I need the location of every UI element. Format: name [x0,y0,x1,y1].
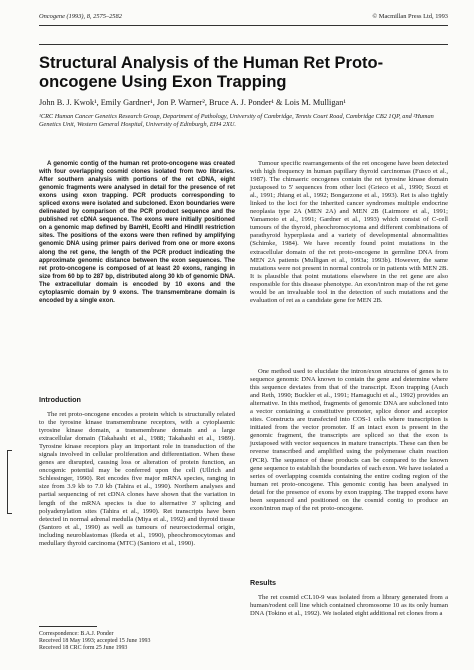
author-affiliations: ¹CRC Human Cancer Genetics Research Group, Department of Pathology, University of Cambridge, Tennis Court Road, Cambridge CB2 1QP, and ²Human Genetics Unit, Western General Hospital, University of Edinburgh, EH4 2XU. [39,113,434,128]
footnote-rule [39,626,97,627]
title-rule [39,44,448,45]
abstract: A genomic contig of the human ret proto-oncogene was created with four overlapping cosmid clones isolated from two libraries. After southern analysis with portions of the ret cDNA, eight genomic fragments were analysed in detail for the presence of ret exons using exon trapping. PCR products corresponding to spliced exons were isolated and subcloned. Exon boundaries were delineated by comparison of the PCR product sequence and the published ret cDNA sequence. The exons were initially positioned on a genomic map defined by BamHI, EcoRI and HindIII restriction sites. The positions of the exons were then refined by amplifying genomic DNA using primer pairs derived from one or more exons along the ret gene, the length of the PCR product indicating the approximate genomic distance between the exon sequences. The ret proto-oncogene is composed of at least 20 exons, ranging in size from 60 bp to 287 bp, distributed along 30 kb of genomic DNA. The extracellular domain is encoded by 10 exons and the cytoplasmic domain by 9 exons. The transmembrane domain is encoded by a single exon. [39,160,235,304]
introduction-heading: Introduction [39,395,81,404]
results-heading: Results [250,578,276,587]
correspondence-note: Correspondence: B.A.J. Ponder [39,631,114,637]
publisher-notice: © Macmillan Press Ltd, 1993 [372,13,448,20]
introduction-paragraph-1: The ret proto-oncogene encodes a protein which is structurally related to the tyrosine kinase transmembrane receptors, with a cytoplasmic tyrosine kinase domain, a transmembrane domain and a large extracellular domain (Takahashi et al., 1988; Takahashi et al., 1989). Tyrosine kinase receptors play an important role in transduction of the signals involved in cellular proliferation and differentiation. When these genes are disrupted, causing loss or alteration of protein function, an oncogenic potential may be conferred upon the cell (Ullrich and Schlessinger, 1990). Ret encodes five major mRNA species, ranging in size from 3.9 kb to 7.0 kb (Tahira et al., 1990). Northern analyses and partial sequencing of ret cDNA clones have shown that the variation in length of the mRNA species is due to alternative 3' splicing and polyadenylation sites (Tahira et al., 1990). Ret transcripts have been detected in normal adrenal medulla (Miya et al., 1992) and thyroid tissue (Santoro et al., 1990) as well as tumours of neuroectodermal origin, including neuroblastomas (Ikeda et al., 1990), pheochromocytomas and medullary thyroid carcinoma (MTC) (Santoro et al., 1990). [39,411,235,547]
author-list: John B. J. Kwok¹, Emily Gardner¹, Jon P. Warner², Bruce A. J. Ponder¹ & Lois M. Mulligan¹ [39,98,346,107]
results-paragraph: The ret cosmid cCL10-9 was isolated from a library generated from a human/rodent cell line which contained chromosome 10 as its only human DNA (Tokino et al., 1992). We isolated eight additional ret clones from a [250,594,448,618]
revised-date: Received 18 CRC form 25 June 1993 [39,645,128,652]
header-rule [39,25,448,26]
introduction-paragraph-2: Tumour specific rearrangements of the ret oncogene have been detected with high frequency in human papillary thyroid carcinomas (Fusco et al., 1987). The chimaeric oncogenes contain the ret tyrosine kinase domain juxtaposed to 5' sequences from other loci (Grieco et al., 1990; Sozzi et al., 1991; Jhiang et al., 1992; Bongarzone et al., 1993). Ret is also tightly linked to the loci for the inherited cancer syndromes multiple endocrine neoplasia type 2A (MEN 2A) and MEN 2B (Lairmore et al., 1991; Yamamoto et al., 1991; Gardner et al., 1993) which consist of C-cell tumours of the thyroid, pheochromocytoma and different combinations of parathyroid hyperplasia and a variety of developmental abnormalities (Schimke, 1984). We have recently found point mutations in the extracellular domain of the ret proto-oncogene in germline DNA from MEN 2A patients (Mulligan et al., 1993a; 1993b). However, the same mutations were not present in normal controls or in patients with MEN 2B. It is plausible that point mutations elsewhere in the ret gene are also responsible for this disease phenotype. An exon/intron map of the ret gene would be an invaluable tool in the detection of such mutations and the evaluation of ret as a candidate gene for MEN 2B. [250,160,448,304]
received-date: Received 18 May 1993; accepted 15 June 1993 [39,638,151,645]
running-head [39,14,448,20]
journal-citation: Oncogene (1993), 8, 2575–2582 [39,13,122,20]
margin-mark [7,450,12,514]
article-title: Structural Analysis of the Human Ret Proto-oncogene Using Exon Trapping [39,54,384,91]
introduction-paragraph-3: One method used to elucidate the intron/exon structures of genes is to sequence genomic DNA known to contain the gene and determine where this sequence deviates from that of the transcript. Exon trapping (Auch and Reth, 1990; Buckler et al., 1991; Hamaguchi et al., 1992) provides an alternative. In this method, fragments of genomic DNA are subcloned into a vector containing a constitutive promoter, splice donor and acceptor sites. Constructs are transfected into COS-1 cells where transcription is initiated from the vector promoter. If an intact exon is present in the genomic fragment, the transcripts are spliced so that the exon is juxtaposed with vector sequences in mature transcripts. These can then be reverse transcribed and amplified using the polymerase chain reaction (PCR). The sequence of these products can be compared to the known gene sequence to establish the boundaries of each exon. We have isolated a series of overlapping cosmids containing the entire coding region of the human ret proto-oncogene. This genomic contig has been analysed in detail for the presence of exons by exon trapping. The trapped exons have been sequenced and positioned on the cosmid contig to produce an exon/intron map of the ret proto-oncogene. [250,368,449,512]
footnote [39,631,235,653]
